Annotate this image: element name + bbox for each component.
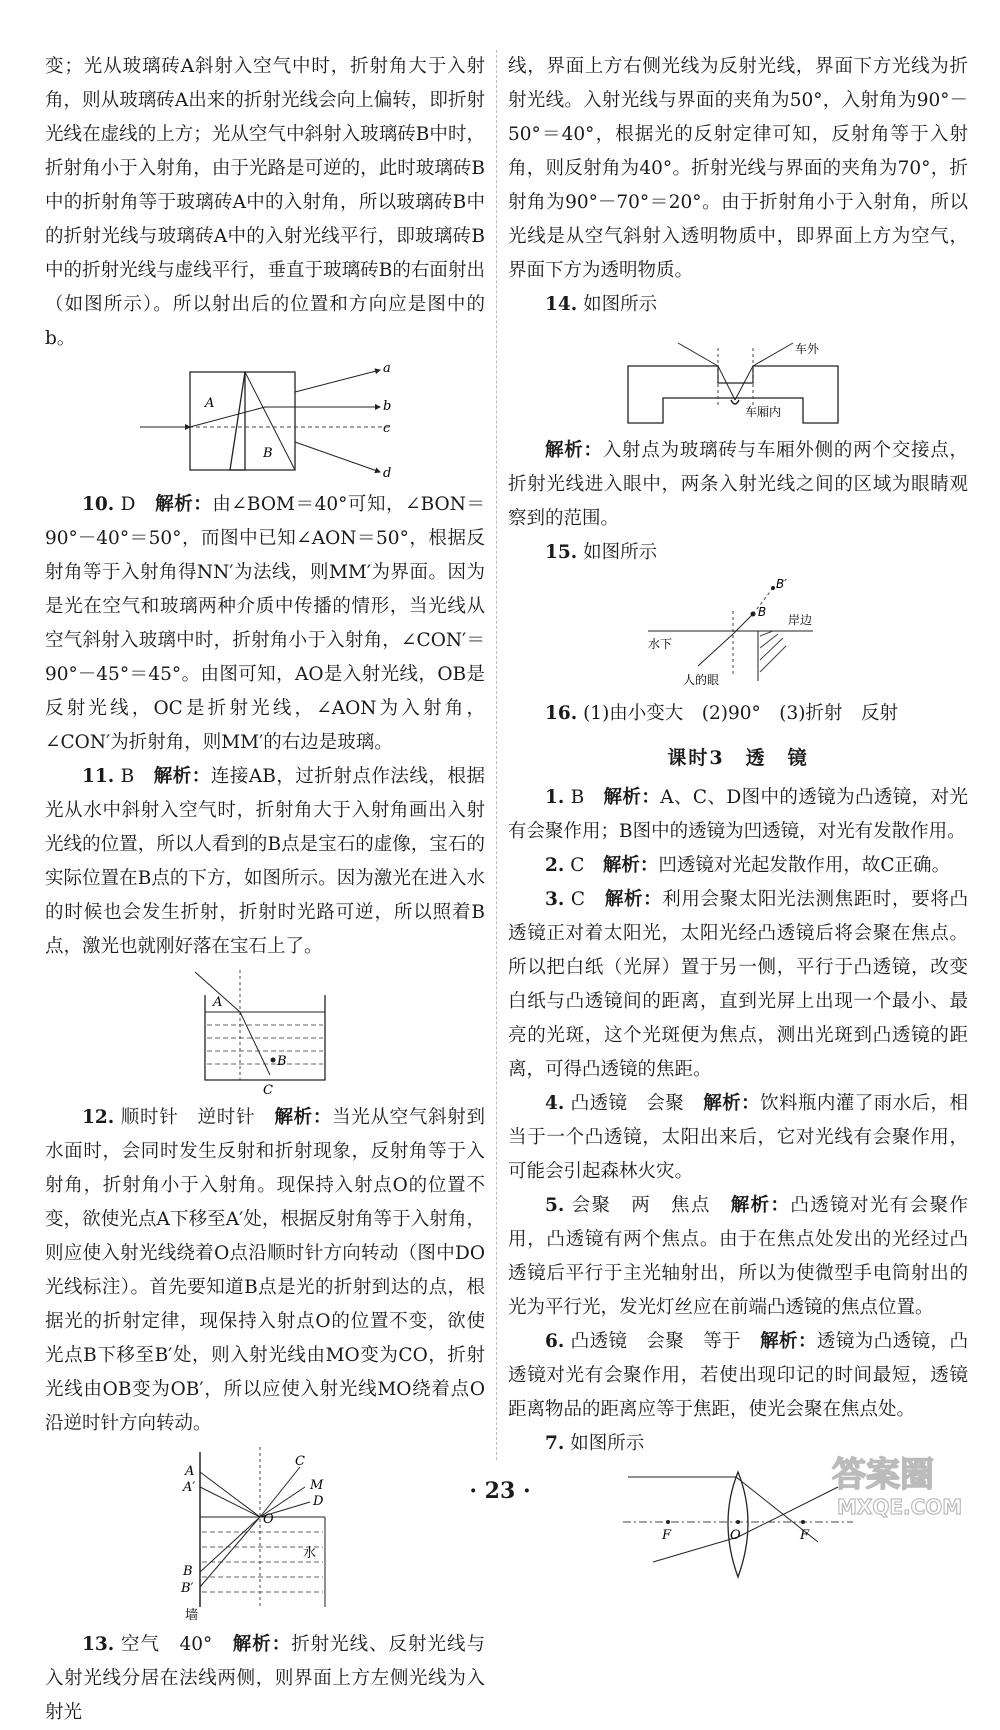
fig12-label-A2: A′ xyxy=(183,1480,196,1495)
lens-question-1: 1. B 解析：A、C、D图中的透镜为凸透镜，对光有会聚作用；B图中的透镜为凹透镜，对光有发散作用。 xyxy=(508,787,968,842)
fig9-label-B: B xyxy=(263,446,273,461)
question-14-explanation: 解析：入射点为玻璃砖与车厢外侧的两个交接点，折射光线进入眼中，两条入射光线之间的区域为眼睛观察到的范围。 xyxy=(508,440,968,529)
lens-question-2: 2. C 解析：凹透镜对光起发散作用，故C正确。 xyxy=(545,855,951,876)
lens-question-5: 5. 会聚 两 焦点 解析：凸透镜对光有会聚作用，凸透镜有两个焦点。由于在焦点处发出的光经过凸透镜后平行于主光轴射出，所以为使微型手电筒射出的光为平行光，发光灯丝应在前端凸透镜的焦点位置。 xyxy=(508,1195,968,1318)
section-title-lens: 课时3 透 镜 xyxy=(667,747,809,769)
right-column xyxy=(508,50,968,1588)
fig12-label-D: D xyxy=(313,1494,324,1509)
fig7-label-O: O xyxy=(730,1528,741,1543)
fig15-label-B2: B′ xyxy=(776,577,787,591)
fig15-label-bank: 岸边 xyxy=(788,613,813,627)
watermark-text-main: 答案圈 xyxy=(832,1455,934,1495)
question-12: 12. 顺时针 逆时针 解析：当光从空气斜射到水面时，会同时发生反射和折射现象，反射角等于入射角，折射角小于入射角。现保持入射点O的位置不变，欲使光点A下移至A′处，根据反射角等于入射角，则应使入射光线绕着O点沿顺时针方向转动（图中DO光线标注）。首先要知道B点是光的折射到达的点，根据光的折射定律，现保持入射点O的位置不变，欲使光点B下移至B′处，则入射光线由MO变为CO，折射光线由OB变为OB′，所以应使入射光线MO绕着点O沿逆时针方向转动。 xyxy=(45,1107,485,1434)
fig11-label-C: C xyxy=(263,1083,273,1095)
fig12-label-M: M xyxy=(310,1478,324,1493)
figure-q14-car-window xyxy=(623,328,853,428)
watermark-logo xyxy=(822,1446,982,1521)
watermark-text-url: MXQE.COM xyxy=(837,1495,963,1519)
fig15-label-eye: 人的眼 xyxy=(683,673,720,687)
lens-question-4: 4. 凸透镜 会聚 解析：饮料瓶内灌了雨水后，相当于一个凸透镜，太阳出来后，它对光线有会聚作用，可能会引起森林火灾。 xyxy=(508,1093,968,1182)
fig12-label-O: O xyxy=(263,1512,274,1527)
page-number: · 23 · xyxy=(469,1478,531,1504)
fig7-label-F1: F xyxy=(662,1528,672,1543)
fig12-label-C: C xyxy=(295,1454,305,1469)
question-16: 16. (1)由小变大 (2)90° (3)折射 反射 xyxy=(545,703,898,724)
fig11-label-A: A xyxy=(213,995,223,1010)
figure-q12-water-wall xyxy=(175,1447,355,1622)
column-divider xyxy=(496,50,497,1460)
fig12-label-A: A xyxy=(185,1464,195,1479)
fig9-label-a: a xyxy=(383,362,391,376)
fig9-label-b: b xyxy=(383,399,392,414)
fig14-label-inside: 车厢内 xyxy=(745,405,782,419)
fig11-label-B: B xyxy=(277,1054,287,1069)
question-10: 10. D 解析：由∠BOM＝40°可知，∠BON＝90°－40°＝50°，而图中已知∠AON＝50°，根据反射角等于入射角得NN′为法线，则MM′为界面。因为是光在空气和玻璃两种介质中传播的情形，当光线从空气斜射入玻璃中时，折射角小于入射角，∠CON′＝90°－45°＝45°。由图可知，AO是入射光线，OB是反射光线，OC是折射光线，∠AON为入射角，∠CON′为折射角，则MM′的右边是玻璃。 xyxy=(45,494,485,753)
fig12-label-water: 水 xyxy=(303,1546,317,1561)
figure-q15-gem-underwater xyxy=(638,576,838,691)
fig14-label-outside: 车外 xyxy=(795,342,820,356)
paragraph-q13-continued: 线，界面上方右侧光线为反射光线，界面下方光线为折射光线。入射光线与界面的夹角为50°，入射角为90°－50°＝40°，根据光的反射定律可知，反射角等于入射角，则反射角为40°。折射光线与界面的夹角为70°，折射角为90°－70°＝20°。由于折射角小于入射角，所以光线是从空气斜射入透明物质中，即界面上方为空气，界面下方为透明物质。 xyxy=(508,56,968,281)
lens-question-6: 6. 凸透镜 会聚 等于 解析：透镜为凸透镜，凸透镜对光有会聚作用，若使出现印记的时间最短，透镜距离物品的距离应等于焦距，使光会聚在焦点处。 xyxy=(508,1331,968,1420)
figure-q11-water-tank xyxy=(185,970,345,1095)
question-13: 13. 空气 40° 解析：折射光线、反射光线与入射光线分居在法线两侧，则界面上方左侧光线为入射光 xyxy=(45,1634,485,1723)
fig12-label-B2: B′ xyxy=(181,1581,194,1596)
fig15-label-under: 水下 xyxy=(648,637,673,651)
figure-q9-glass-bricks xyxy=(135,362,395,482)
question-14: 14. 如图所示 xyxy=(545,294,658,315)
question-15: 15. 如图所示 xyxy=(545,542,658,563)
paragraph-q9-continued: 变；光从玻璃砖A斜射入空气中时，折射角大于入射角，则从玻璃砖A出来的折射光线会向上偏转，即折射光线在虚线的上方；光从空气中斜射入玻璃砖B中时，折射角小于入射角，由于光路是可逆的，此时玻璃砖B中的折射角等于玻璃砖A中的入射角，所以玻璃砖B中的折射光线与玻璃砖A中的入射光线平行，即玻璃砖B中的折射光线与虚线平行，垂直于玻璃砖B的右面射出（如图所示）。所以射出后的位置和方向应是图中的b。 xyxy=(45,56,485,349)
fig12-label-wall: 墙 xyxy=(185,1608,199,1622)
fig7-label-F2: F xyxy=(800,1528,810,1543)
fig15-label-B: B xyxy=(758,605,767,619)
lens-question-7: 7. 如图所示 xyxy=(545,1433,645,1454)
question-11: 11. B 解析：连接AB，过折射点作法线，根据光从水中斜射入空气时，折射角大于入射角画出入射光线的位置，所以人看到的B点是宝石的虚像，宝石的实际位置在B点的下方，如图所示。因为激光在进入水的时候也会发生折射，折射时光路可逆，所以照着B点，激光也就刚好落在宝石上了。 xyxy=(45,766,485,957)
fig12-label-B: B xyxy=(183,1564,193,1579)
lens-question-3: 3. C 解析：利用会聚太阳光法测焦距时，要将凸透镜正对着太阳光，太阳光经凸透镜后将会聚在焦点。所以把白纸（光屏）置于另一侧，平行于凸透镜，改变白纸与凸透镜间的距离，直到光屏上出现一个最小、最亮的光斑，这个光斑便为焦点，测出光斑到凸透镜的距离，可得凸透镜的焦距。 xyxy=(508,889,968,1080)
fig9-label-d: d xyxy=(383,466,392,481)
fig9-label-c: c xyxy=(383,421,391,436)
fig9-label-A: A xyxy=(205,396,215,411)
